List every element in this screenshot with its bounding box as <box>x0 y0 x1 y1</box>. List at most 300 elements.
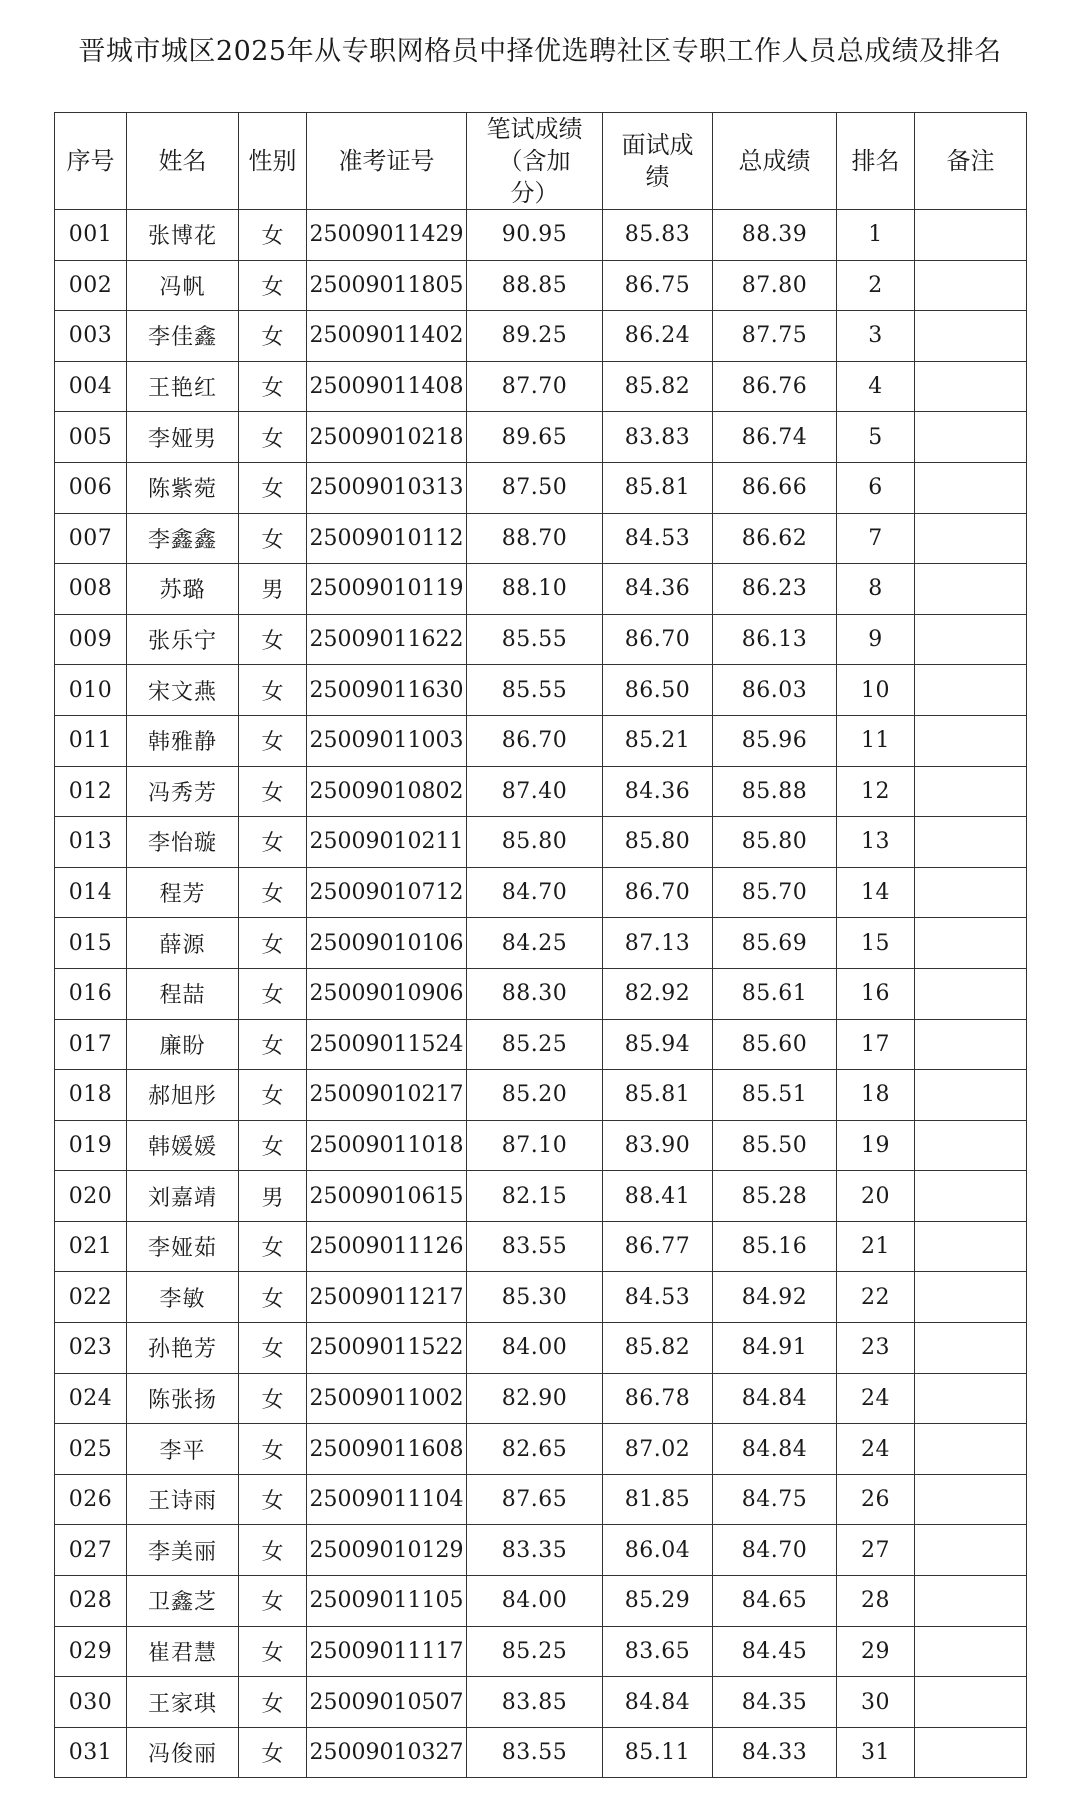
header-remark: 备注 <box>915 113 1027 210</box>
cell-gender: 女 <box>239 1323 307 1374</box>
table-row <box>55 817 1027 868</box>
table-row <box>55 1576 1027 1627</box>
cell-written-score: 82.65 <box>467 1424 603 1475</box>
cell-rank: 24 <box>837 1373 915 1424</box>
cell-interview-score: 86.70 <box>603 614 713 665</box>
table-row <box>55 1474 1027 1525</box>
cell-exam-no: 25009010712 <box>307 867 467 918</box>
header-rank: 排名 <box>837 113 915 210</box>
cell-written-score: 83.85 <box>467 1677 603 1728</box>
cell-total-score: 87.75 <box>713 311 837 362</box>
cell-id: 029 <box>55 1626 127 1677</box>
cell-interview-score: 88.41 <box>603 1171 713 1222</box>
cell-id: 006 <box>55 462 127 513</box>
cell-name: 王艳红 <box>127 361 239 412</box>
cell-written-score: 84.25 <box>467 918 603 969</box>
cell-written-score: 85.55 <box>467 614 603 665</box>
table-row <box>55 867 1027 918</box>
cell-written-score: 84.00 <box>467 1323 603 1374</box>
cell-remark <box>915 564 1027 615</box>
cell-name: 李佳鑫 <box>127 311 239 362</box>
cell-id: 022 <box>55 1272 127 1323</box>
cell-total-score: 86.23 <box>713 564 837 615</box>
cell-written-score: 82.15 <box>467 1171 603 1222</box>
cell-name: 李敏 <box>127 1272 239 1323</box>
table-row <box>55 1019 1027 1070</box>
header-written-score: 笔试成绩（含加分） <box>467 113 603 210</box>
cell-exam-no: 25009010217 <box>307 1070 467 1121</box>
cell-total-score: 86.03 <box>713 665 837 716</box>
cell-gender: 女 <box>239 1677 307 1728</box>
cell-remark <box>915 1171 1027 1222</box>
cell-rank: 28 <box>837 1576 915 1627</box>
cell-rank: 1 <box>837 210 915 261</box>
cell-remark <box>915 1424 1027 1475</box>
cell-id: 025 <box>55 1424 127 1475</box>
table-row <box>55 968 1027 1019</box>
cell-rank: 13 <box>837 817 915 868</box>
cell-written-score: 84.70 <box>467 867 603 918</box>
table-row <box>55 614 1027 665</box>
cell-remark <box>915 614 1027 665</box>
cell-rank: 26 <box>837 1474 915 1525</box>
cell-interview-score: 83.65 <box>603 1626 713 1677</box>
cell-gender: 女 <box>239 462 307 513</box>
cell-total-score: 84.35 <box>713 1677 837 1728</box>
cell-total-score: 84.45 <box>713 1626 837 1677</box>
cell-total-score: 85.16 <box>713 1221 837 1272</box>
table-row <box>55 311 1027 362</box>
cell-id: 027 <box>55 1525 127 1576</box>
cell-total-score: 85.96 <box>713 715 837 766</box>
cell-interview-score: 85.80 <box>603 817 713 868</box>
cell-id: 018 <box>55 1070 127 1121</box>
cell-exam-no: 25009011524 <box>307 1019 467 1070</box>
cell-id: 013 <box>55 817 127 868</box>
cell-gender: 男 <box>239 564 307 615</box>
cell-id: 004 <box>55 361 127 412</box>
cell-total-score: 85.80 <box>713 817 837 868</box>
cell-name: 韩雅静 <box>127 715 239 766</box>
cell-total-score: 86.76 <box>713 361 837 412</box>
cell-id: 008 <box>55 564 127 615</box>
cell-gender: 女 <box>239 1120 307 1171</box>
cell-written-score: 83.35 <box>467 1525 603 1576</box>
cell-remark <box>915 1120 1027 1171</box>
cell-rank: 21 <box>837 1221 915 1272</box>
cell-total-score: 85.88 <box>713 766 837 817</box>
cell-interview-score: 84.36 <box>603 766 713 817</box>
cell-exam-no: 25009010106 <box>307 918 467 969</box>
cell-name: 程芳 <box>127 867 239 918</box>
cell-interview-score: 86.04 <box>603 1525 713 1576</box>
cell-gender: 女 <box>239 918 307 969</box>
cell-remark <box>915 1373 1027 1424</box>
cell-name: 冯俊丽 <box>127 1727 239 1778</box>
cell-remark <box>915 918 1027 969</box>
cell-gender: 女 <box>239 1727 307 1778</box>
cell-name: 廉盼 <box>127 1019 239 1070</box>
cell-interview-score: 85.21 <box>603 715 713 766</box>
cell-remark <box>915 715 1027 766</box>
cell-written-score: 87.40 <box>467 766 603 817</box>
cell-exam-no: 25009011117 <box>307 1626 467 1677</box>
cell-name: 苏璐 <box>127 564 239 615</box>
cell-rank: 2 <box>837 260 915 311</box>
table-row <box>55 1171 1027 1222</box>
cell-rank: 15 <box>837 918 915 969</box>
cell-rank: 31 <box>837 1727 915 1778</box>
table-row <box>55 513 1027 564</box>
cell-remark <box>915 1221 1027 1272</box>
header-exam-no: 准考证号 <box>307 113 467 210</box>
cell-remark <box>915 1576 1027 1627</box>
cell-remark <box>915 513 1027 564</box>
cell-remark <box>915 665 1027 716</box>
table-row <box>55 665 1027 716</box>
cell-name: 卫鑫芝 <box>127 1576 239 1627</box>
cell-written-score: 87.50 <box>467 462 603 513</box>
cell-interview-score: 86.24 <box>603 311 713 362</box>
cell-id: 030 <box>55 1677 127 1728</box>
cell-id: 021 <box>55 1221 127 1272</box>
cell-rank: 27 <box>837 1525 915 1576</box>
header-gender: 性别 <box>239 113 307 210</box>
cell-rank: 11 <box>837 715 915 766</box>
cell-interview-score: 85.81 <box>603 1070 713 1121</box>
cell-total-score: 87.80 <box>713 260 837 311</box>
cell-rank: 10 <box>837 665 915 716</box>
cell-id: 009 <box>55 614 127 665</box>
cell-id: 010 <box>55 665 127 716</box>
cell-total-score: 85.60 <box>713 1019 837 1070</box>
table-row <box>55 564 1027 615</box>
table-row <box>55 1070 1027 1121</box>
header-interview-score: 面试成绩 <box>603 113 713 210</box>
cell-exam-no: 25009011018 <box>307 1120 467 1171</box>
cell-written-score: 88.10 <box>467 564 603 615</box>
cell-id: 026 <box>55 1474 127 1525</box>
table-row <box>55 1373 1027 1424</box>
cell-exam-no: 25009011002 <box>307 1373 467 1424</box>
cell-gender: 女 <box>239 614 307 665</box>
cell-interview-score: 85.81 <box>603 462 713 513</box>
cell-written-score: 85.25 <box>467 1626 603 1677</box>
cell-exam-no: 25009011608 <box>307 1424 467 1475</box>
cell-name: 陈张扬 <box>127 1373 239 1424</box>
cell-rank: 20 <box>837 1171 915 1222</box>
cell-id: 017 <box>55 1019 127 1070</box>
header-name: 姓名 <box>127 113 239 210</box>
cell-total-score: 85.69 <box>713 918 837 969</box>
cell-remark <box>915 1272 1027 1323</box>
cell-gender: 女 <box>239 210 307 261</box>
cell-written-score: 89.25 <box>467 311 603 362</box>
cell-remark <box>915 1323 1027 1374</box>
cell-id: 028 <box>55 1576 127 1627</box>
cell-interview-score: 83.83 <box>603 412 713 463</box>
cell-name: 张乐宁 <box>127 614 239 665</box>
cell-rank: 23 <box>837 1323 915 1374</box>
cell-name: 程喆 <box>127 968 239 1019</box>
cell-exam-no: 25009011522 <box>307 1323 467 1374</box>
cell-exam-no: 25009010129 <box>307 1525 467 1576</box>
cell-id: 002 <box>55 260 127 311</box>
cell-name: 孙艳芳 <box>127 1323 239 1374</box>
cell-interview-score: 87.13 <box>603 918 713 969</box>
cell-total-score: 84.84 <box>713 1424 837 1475</box>
cell-gender: 女 <box>239 1424 307 1475</box>
cell-remark <box>915 817 1027 868</box>
cell-exam-no: 25009010218 <box>307 412 467 463</box>
cell-rank: 24 <box>837 1424 915 1475</box>
cell-name: 崔君慧 <box>127 1626 239 1677</box>
table-row <box>55 1120 1027 1171</box>
cell-remark <box>915 1474 1027 1525</box>
cell-id: 012 <box>55 766 127 817</box>
cell-interview-score: 81.85 <box>603 1474 713 1525</box>
cell-written-score: 88.30 <box>467 968 603 1019</box>
cell-gender: 女 <box>239 260 307 311</box>
cell-exam-no: 25009011217 <box>307 1272 467 1323</box>
cell-exam-no: 25009010211 <box>307 817 467 868</box>
cell-id: 011 <box>55 715 127 766</box>
cell-gender: 女 <box>239 1576 307 1627</box>
cell-total-score: 85.28 <box>713 1171 837 1222</box>
cell-id: 023 <box>55 1323 127 1374</box>
cell-remark <box>915 462 1027 513</box>
table-row <box>55 1727 1027 1778</box>
cell-total-score: 85.70 <box>713 867 837 918</box>
cell-rank: 30 <box>837 1677 915 1728</box>
cell-written-score: 87.65 <box>467 1474 603 1525</box>
table-row <box>55 462 1027 513</box>
cell-rank: 7 <box>837 513 915 564</box>
cell-exam-no: 25009011104 <box>307 1474 467 1525</box>
cell-gender: 女 <box>239 1525 307 1576</box>
cell-written-score: 84.00 <box>467 1576 603 1627</box>
header-id: 序号 <box>55 113 127 210</box>
cell-id: 024 <box>55 1373 127 1424</box>
table-row <box>55 260 1027 311</box>
cell-total-score: 84.33 <box>713 1727 837 1778</box>
cell-exam-no: 25009010906 <box>307 968 467 1019</box>
cell-exam-no: 25009010119 <box>307 564 467 615</box>
cell-written-score: 85.55 <box>467 665 603 716</box>
cell-interview-score: 84.53 <box>603 1272 713 1323</box>
cell-total-score: 86.66 <box>713 462 837 513</box>
cell-total-score: 84.84 <box>713 1373 837 1424</box>
cell-gender: 女 <box>239 715 307 766</box>
cell-gender: 男 <box>239 1171 307 1222</box>
cell-interview-score: 85.11 <box>603 1727 713 1778</box>
cell-exam-no: 25009010507 <box>307 1677 467 1728</box>
cell-interview-score: 85.29 <box>603 1576 713 1627</box>
cell-rank: 6 <box>837 462 915 513</box>
cell-total-score: 85.61 <box>713 968 837 1019</box>
cell-total-score: 84.91 <box>713 1323 837 1374</box>
cell-gender: 女 <box>239 1221 307 1272</box>
cell-id: 015 <box>55 918 127 969</box>
cell-rank: 19 <box>837 1120 915 1171</box>
cell-id: 020 <box>55 1171 127 1222</box>
table-row <box>55 361 1027 412</box>
cell-exam-no: 25009011126 <box>307 1221 467 1272</box>
cell-remark <box>915 1677 1027 1728</box>
cell-id: 001 <box>55 210 127 261</box>
cell-gender: 女 <box>239 766 307 817</box>
score-table <box>54 112 1027 1778</box>
cell-name: 李美丽 <box>127 1525 239 1576</box>
cell-written-score: 85.30 <box>467 1272 603 1323</box>
cell-written-score: 90.95 <box>467 210 603 261</box>
cell-interview-score: 85.83 <box>603 210 713 261</box>
cell-name: 张博花 <box>127 210 239 261</box>
cell-exam-no: 25009010313 <box>307 462 467 513</box>
cell-total-score: 84.75 <box>713 1474 837 1525</box>
cell-interview-score: 86.50 <box>603 665 713 716</box>
cell-total-score: 88.39 <box>713 210 837 261</box>
cell-name: 刘嘉靖 <box>127 1171 239 1222</box>
table-row <box>55 210 1027 261</box>
cell-interview-score: 84.53 <box>603 513 713 564</box>
cell-rank: 17 <box>837 1019 915 1070</box>
cell-gender: 女 <box>239 867 307 918</box>
cell-remark <box>915 766 1027 817</box>
cell-exam-no: 25009011003 <box>307 715 467 766</box>
cell-rank: 22 <box>837 1272 915 1323</box>
cell-written-score: 83.55 <box>467 1727 603 1778</box>
cell-id: 014 <box>55 867 127 918</box>
cell-name: 李怡璇 <box>127 817 239 868</box>
cell-rank: 14 <box>837 867 915 918</box>
cell-name: 韩媛媛 <box>127 1120 239 1171</box>
cell-rank: 3 <box>837 311 915 362</box>
cell-rank: 12 <box>837 766 915 817</box>
cell-gender: 女 <box>239 311 307 362</box>
cell-remark <box>915 1525 1027 1576</box>
cell-rank: 29 <box>837 1626 915 1677</box>
cell-written-score: 89.65 <box>467 412 603 463</box>
cell-name: 李平 <box>127 1424 239 1475</box>
cell-total-score: 84.65 <box>713 1576 837 1627</box>
cell-rank: 18 <box>837 1070 915 1121</box>
table-header <box>55 113 1027 210</box>
cell-interview-score: 85.82 <box>603 361 713 412</box>
cell-interview-score: 82.92 <box>603 968 713 1019</box>
cell-gender: 女 <box>239 1474 307 1525</box>
cell-written-score: 87.70 <box>467 361 603 412</box>
cell-gender: 女 <box>239 1373 307 1424</box>
table-row <box>55 1323 1027 1374</box>
cell-name: 郝旭彤 <box>127 1070 239 1121</box>
cell-gender: 女 <box>239 665 307 716</box>
cell-written-score: 85.80 <box>467 817 603 868</box>
cell-written-score: 85.25 <box>467 1019 603 1070</box>
cell-exam-no: 25009011622 <box>307 614 467 665</box>
cell-interview-score: 85.94 <box>603 1019 713 1070</box>
table-row <box>55 412 1027 463</box>
cell-gender: 女 <box>239 361 307 412</box>
cell-id: 005 <box>55 412 127 463</box>
cell-name: 李娅男 <box>127 412 239 463</box>
cell-total-score: 84.92 <box>713 1272 837 1323</box>
table-row <box>55 1424 1027 1475</box>
cell-rank: 8 <box>837 564 915 615</box>
cell-exam-no: 25009011805 <box>307 260 467 311</box>
cell-written-score: 87.10 <box>467 1120 603 1171</box>
cell-interview-score: 84.36 <box>603 564 713 615</box>
table-row <box>55 918 1027 969</box>
cell-remark <box>915 260 1027 311</box>
document-title: 晋城市城区2025年从专职网格员中择优选聘社区专职工作人员总成绩及排名 <box>78 36 1002 67</box>
cell-gender: 女 <box>239 1070 307 1121</box>
cell-exam-no: 25009011408 <box>307 361 467 412</box>
cell-name: 薛源 <box>127 918 239 969</box>
cell-name: 陈紫菀 <box>127 462 239 513</box>
cell-total-score: 86.62 <box>713 513 837 564</box>
cell-written-score: 85.20 <box>467 1070 603 1121</box>
cell-interview-score: 86.70 <box>603 867 713 918</box>
cell-total-score: 84.70 <box>713 1525 837 1576</box>
cell-name: 王诗雨 <box>127 1474 239 1525</box>
cell-remark <box>915 1626 1027 1677</box>
cell-interview-score: 86.78 <box>603 1373 713 1424</box>
cell-written-score: 82.90 <box>467 1373 603 1424</box>
cell-remark <box>915 311 1027 362</box>
cell-remark <box>915 1019 1027 1070</box>
cell-exam-no: 25009011630 <box>307 665 467 716</box>
cell-gender: 女 <box>239 817 307 868</box>
table-row <box>55 715 1027 766</box>
cell-gender: 女 <box>239 1019 307 1070</box>
cell-gender: 女 <box>239 1626 307 1677</box>
cell-remark <box>915 1070 1027 1121</box>
cell-remark <box>915 210 1027 261</box>
table-row <box>55 766 1027 817</box>
cell-gender: 女 <box>239 968 307 1019</box>
cell-remark <box>915 968 1027 1019</box>
cell-gender: 女 <box>239 513 307 564</box>
cell-id: 031 <box>55 1727 127 1778</box>
cell-interview-score: 85.82 <box>603 1323 713 1374</box>
cell-name: 宋文燕 <box>127 665 239 716</box>
cell-remark <box>915 867 1027 918</box>
table-row <box>55 1626 1027 1677</box>
cell-rank: 16 <box>837 968 915 1019</box>
cell-exam-no: 25009010615 <box>307 1171 467 1222</box>
table-row <box>55 1677 1027 1728</box>
table-row <box>55 1525 1027 1576</box>
cell-interview-score: 83.90 <box>603 1120 713 1171</box>
cell-written-score: 83.55 <box>467 1221 603 1272</box>
table-row <box>55 1221 1027 1272</box>
cell-interview-score: 84.84 <box>603 1677 713 1728</box>
cell-exam-no: 25009010112 <box>307 513 467 564</box>
cell-exam-no: 25009011429 <box>307 210 467 261</box>
cell-id: 003 <box>55 311 127 362</box>
cell-rank: 4 <box>837 361 915 412</box>
cell-total-score: 86.13 <box>713 614 837 665</box>
table-row <box>55 1272 1027 1323</box>
cell-remark <box>915 361 1027 412</box>
cell-name: 冯秀芳 <box>127 766 239 817</box>
cell-interview-score: 86.75 <box>603 260 713 311</box>
header-row <box>55 113 1027 210</box>
cell-written-score: 86.70 <box>467 715 603 766</box>
cell-written-score: 88.85 <box>467 260 603 311</box>
cell-interview-score: 86.77 <box>603 1221 713 1272</box>
